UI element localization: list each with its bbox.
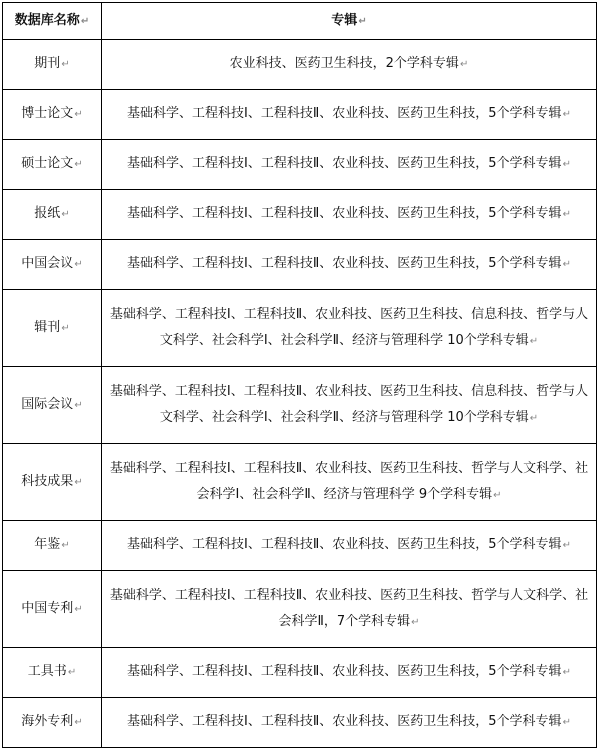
paragraph-mark-icon: ↵: [411, 616, 420, 628]
albums-cell: [102, 571, 597, 648]
database-name: 博士论文: [21, 106, 74, 121]
paragraph-mark-icon: ↵: [74, 399, 83, 411]
albums-text: 基础科学、工程科技Ⅰ、工程科技Ⅱ、农业科技、医药卫生科技，5个学科专辑: [127, 106, 562, 121]
albums-cell: [102, 698, 597, 748]
table-row: [3, 648, 597, 698]
paragraph-mark-icon: ↵: [74, 717, 83, 728]
database-name-cell: [3, 444, 102, 521]
albums-cell: [102, 40, 597, 90]
albums-cell: [102, 240, 597, 290]
table-row: [3, 240, 597, 290]
database-name: 科技成果: [21, 473, 74, 489]
paragraph-mark-icon: ↵: [459, 59, 469, 70]
database-albums-table: [2, 2, 597, 748]
database-name-cell: [3, 90, 102, 140]
paragraph-mark-icon: ↵: [562, 667, 571, 678]
albums-cell: [102, 190, 597, 240]
database-name: 中国专利: [21, 600, 74, 616]
database-name: 中国会议: [21, 256, 74, 271]
table-row: [3, 140, 597, 190]
database-name: 硕士论文: [21, 156, 74, 171]
paragraph-mark-icon: ↵: [74, 476, 83, 488]
albums-cell: [102, 140, 597, 190]
paragraph-mark-icon: ↵: [61, 540, 70, 551]
database-name-cell: [3, 367, 102, 444]
albums-text: 基础科学、工程科技Ⅰ、工程科技Ⅱ、农业科技、医药卫生科技、信息科技、哲学与人文科学、社会科学Ⅰ、社会科学Ⅱ、经济与管理科学 10个学科专辑: [109, 383, 589, 425]
albums-text: 农业科技、医药卫生科技，2个学科专辑: [229, 56, 459, 71]
database-name: 海外专利: [21, 714, 74, 729]
database-name: 辑刊: [34, 319, 61, 335]
table-row: [3, 521, 597, 571]
database-name-cell: [3, 698, 102, 748]
header-albums-text: 专辑: [331, 12, 358, 28]
table-row: [3, 40, 597, 90]
paragraph-mark-icon: ↵: [74, 603, 83, 615]
header-albums: [102, 3, 597, 40]
albums-cell: [102, 290, 597, 367]
albums-text: 基础科学、工程科技Ⅰ、工程科技Ⅱ、农业科技、医药卫生科技，5个学科专辑: [127, 664, 562, 679]
albums-cell: [102, 648, 597, 698]
database-name-cell: [3, 571, 102, 648]
database-name-cell: [3, 240, 102, 290]
header-row: [3, 3, 597, 40]
albums-cell: [102, 444, 597, 521]
paragraph-mark-icon: ↵: [562, 717, 571, 728]
albums-text: 基础科学、工程科技Ⅰ、工程科技Ⅱ、农业科技、医药卫生科技，5个学科专辑: [127, 537, 562, 552]
paragraph-mark-icon: ↵: [493, 489, 502, 501]
albums-cell: [102, 90, 597, 140]
header-database-name: [3, 3, 102, 40]
albums-cell: [102, 521, 597, 571]
albums-text: 基础科学、工程科技Ⅰ、工程科技Ⅱ、农业科技、医药卫生科技、信息科技、哲学与人文科学、社会科学Ⅰ、社会科学Ⅱ、经济与管理科学 10个学科专辑: [109, 306, 589, 348]
paragraph-mark-icon: ↵: [529, 335, 539, 347]
paragraph-mark-icon: ↵: [358, 15, 367, 27]
albums-cell: [102, 367, 597, 444]
paragraph-mark-icon: ↵: [61, 59, 70, 70]
table-row: [3, 290, 597, 367]
table-row: [3, 444, 597, 521]
database-name-cell: [3, 648, 102, 698]
database-name-cell: [3, 290, 102, 367]
table-row: [3, 190, 597, 240]
albums-text: 基础科学、工程科技Ⅰ、工程科技Ⅱ、农业科技、医药卫生科技，5个学科专辑: [127, 256, 562, 271]
paragraph-mark-icon: ↵: [562, 259, 571, 270]
table-row: [3, 571, 597, 648]
database-name-cell: [3, 140, 102, 190]
database-name: 报纸: [34, 206, 61, 221]
paragraph-mark-icon: ↵: [529, 412, 539, 424]
header-database-name-text: 数据库名称: [14, 12, 80, 28]
paragraph-mark-icon: ↵: [80, 15, 90, 27]
albums-text: 基础科学、工程科技Ⅰ、工程科技Ⅱ、农业科技、医药卫生科技，5个学科专辑: [127, 714, 562, 729]
database-name: 工具书: [27, 664, 67, 679]
paragraph-mark-icon: ↵: [562, 109, 571, 120]
paragraph-mark-icon: ↵: [74, 159, 83, 170]
albums-text: 基础科学、工程科技Ⅰ、工程科技Ⅱ、农业科技、医药卫生科技、哲学与人文科学、社会科学Ⅰ、社会科学Ⅱ、经济与管理科学 9个学科专辑: [109, 460, 589, 502]
paragraph-mark-icon: ↵: [67, 667, 77, 678]
database-name: 年鉴: [34, 537, 61, 552]
database-name: 期刊: [34, 56, 61, 71]
database-name: 国际会议: [21, 396, 74, 412]
table-row: [3, 698, 597, 748]
paragraph-mark-icon: ↵: [74, 259, 83, 270]
paragraph-mark-icon: ↵: [562, 540, 571, 551]
paragraph-mark-icon: ↵: [562, 209, 571, 220]
database-name-cell: [3, 521, 102, 571]
albums-text: 基础科学、工程科技Ⅰ、工程科技Ⅱ、农业科技、医药卫生科技，5个学科专辑: [127, 156, 562, 171]
table-row: [3, 90, 597, 140]
albums-text: 基础科学、工程科技Ⅰ、工程科技Ⅱ、农业科技、医药卫生科技，5个学科专辑: [127, 206, 562, 221]
paragraph-mark-icon: ↵: [74, 109, 83, 120]
table-row: [3, 367, 597, 444]
paragraph-mark-icon: ↵: [61, 209, 70, 220]
paragraph-mark-icon: ↵: [562, 159, 571, 170]
albums-text: 基础科学、工程科技Ⅰ、工程科技Ⅱ、农业科技、医药卫生科技、哲学与人文科学、社会科学Ⅱ，7个学科专辑: [109, 587, 589, 629]
database-name-cell: [3, 190, 102, 240]
database-name-cell: [3, 40, 102, 90]
paragraph-mark-icon: ↵: [61, 322, 70, 334]
